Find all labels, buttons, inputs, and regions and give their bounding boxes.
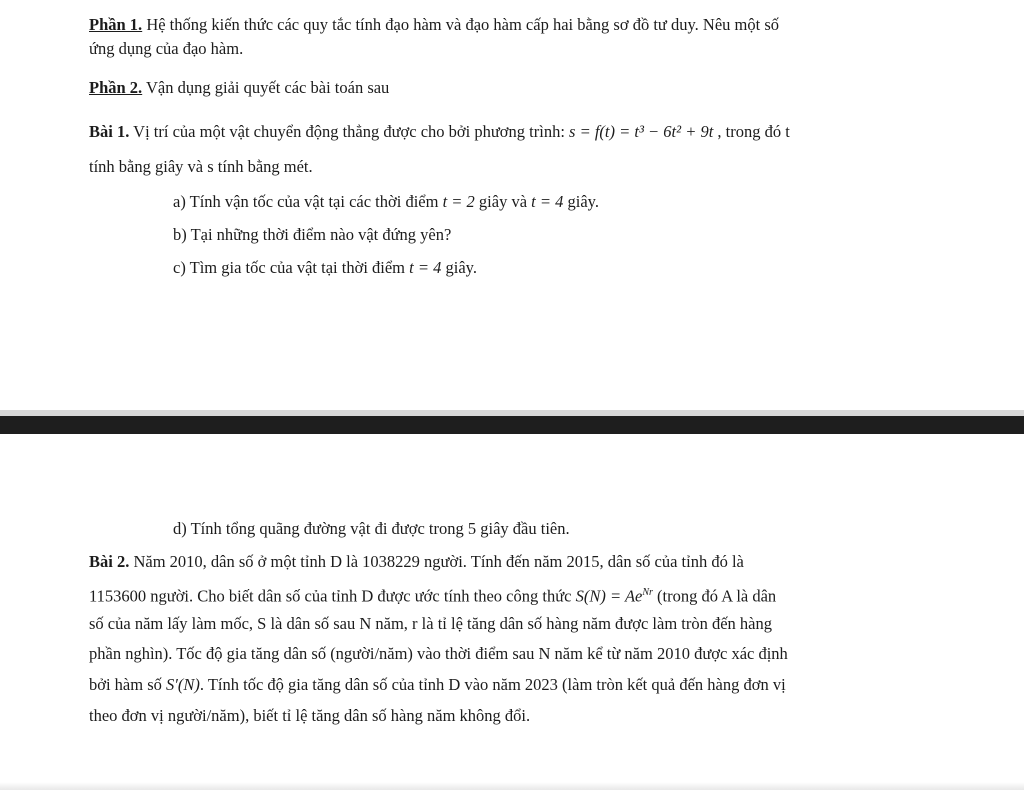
part1-text: Hệ thống kiến thức các quy tắc tính đạo hàm và đạo hàm cấp hai bằng sơ đồ tư duy. Nêu một số	[142, 15, 779, 34]
bai2-line2-post: (trong đó A là dân	[652, 586, 777, 606]
part1-line2: ứng dụng của đạo hàm.	[89, 39, 244, 58]
bai1-item-a	[173, 191, 599, 213]
bai1-c-post: giây.	[441, 258, 477, 277]
bai1-text-post: , trong đó t	[713, 122, 790, 141]
bai1-item-c	[173, 257, 477, 279]
bai2-line6: theo đơn vị người/năm), biết tỉ lệ tăng dân số hàng năm không đổi.	[89, 706, 531, 725]
bai2-line5	[89, 674, 786, 696]
page-divider	[0, 416, 1024, 434]
bai1-line1	[89, 121, 790, 143]
bai2-line5-post: . Tính tốc độ gia tăng dân số của tỉnh D vào năm 2023 (làm tròn kết quả đến hàng đơn vị	[199, 675, 786, 694]
bai2-line5-pre: bởi hàm số	[89, 675, 167, 694]
bai1-label: Bài 1.	[89, 122, 130, 141]
bai2-label: Bài 2.	[89, 552, 130, 571]
part2-text: Vận dụng giải quyết các bài toán sau	[142, 78, 390, 97]
bai2-line2	[89, 582, 776, 608]
bai1-line2: tính bằng giây và s tính bằng mét.	[89, 157, 313, 176]
part2-label: Phần 2.	[89, 78, 143, 97]
bai2-line1	[89, 551, 744, 573]
bai2-line1-text: Năm 2010, dân số ở một tỉnh D là 1038229 người. Tính đến năm 2015, dân số của tỉnh đó là	[129, 552, 744, 571]
bai2-line4: phần nghìn). Tốc độ gia tăng dân số (người/năm) vào thời điểm sau N năm kể từ năm 2010 được xác định	[89, 644, 788, 663]
part1-line1	[89, 14, 779, 36]
bai1-c-t: t = 4	[409, 258, 442, 277]
bai1-formula: s = f(t) = t³ − 6t² + 9t	[569, 122, 714, 141]
bai1-item-d: d) Tính tổng quãng đường vật đi được trong 5 giây đầu tiên.	[173, 519, 570, 538]
part1-label: Phần 1.	[89, 15, 143, 34]
bai2-line5-formula: S′(N)	[166, 675, 200, 694]
bai1-a-mid: giây và	[474, 192, 532, 211]
bai1-item-b: b) Tại những thời điểm nào vật đứng yên?	[173, 225, 452, 244]
bai1-a-pre: a) Tính vận tốc của vật tại các thời điểm	[173, 192, 443, 211]
bai1-text-pre: Vị trí của một vật chuyển động thẳng được cho bởi phương trình:	[129, 122, 570, 141]
bai1-a-t1: t = 2	[442, 192, 475, 211]
bai2-formula-exp: Nr	[642, 587, 653, 598]
part2-heading	[89, 77, 389, 99]
bai2-formula: S(N) = Ae	[575, 586, 643, 606]
bai1-a-t2: t = 4	[531, 192, 564, 211]
page-bottom-edge	[0, 782, 1024, 790]
bai1-c-pre: c) Tìm gia tốc của vật tại thời điểm	[173, 258, 410, 277]
bai2-line2-pre: 1153600 người. Cho biết dân số của tỉnh D được ước tính theo công thức	[89, 586, 576, 606]
bai1-a-post: giây.	[563, 192, 599, 211]
bai2-line3: số của năm lấy làm mốc, S là dân số sau N năm, r là tỉ lệ tăng dân số hàng năm được làm tròn đến hàng	[89, 614, 773, 633]
